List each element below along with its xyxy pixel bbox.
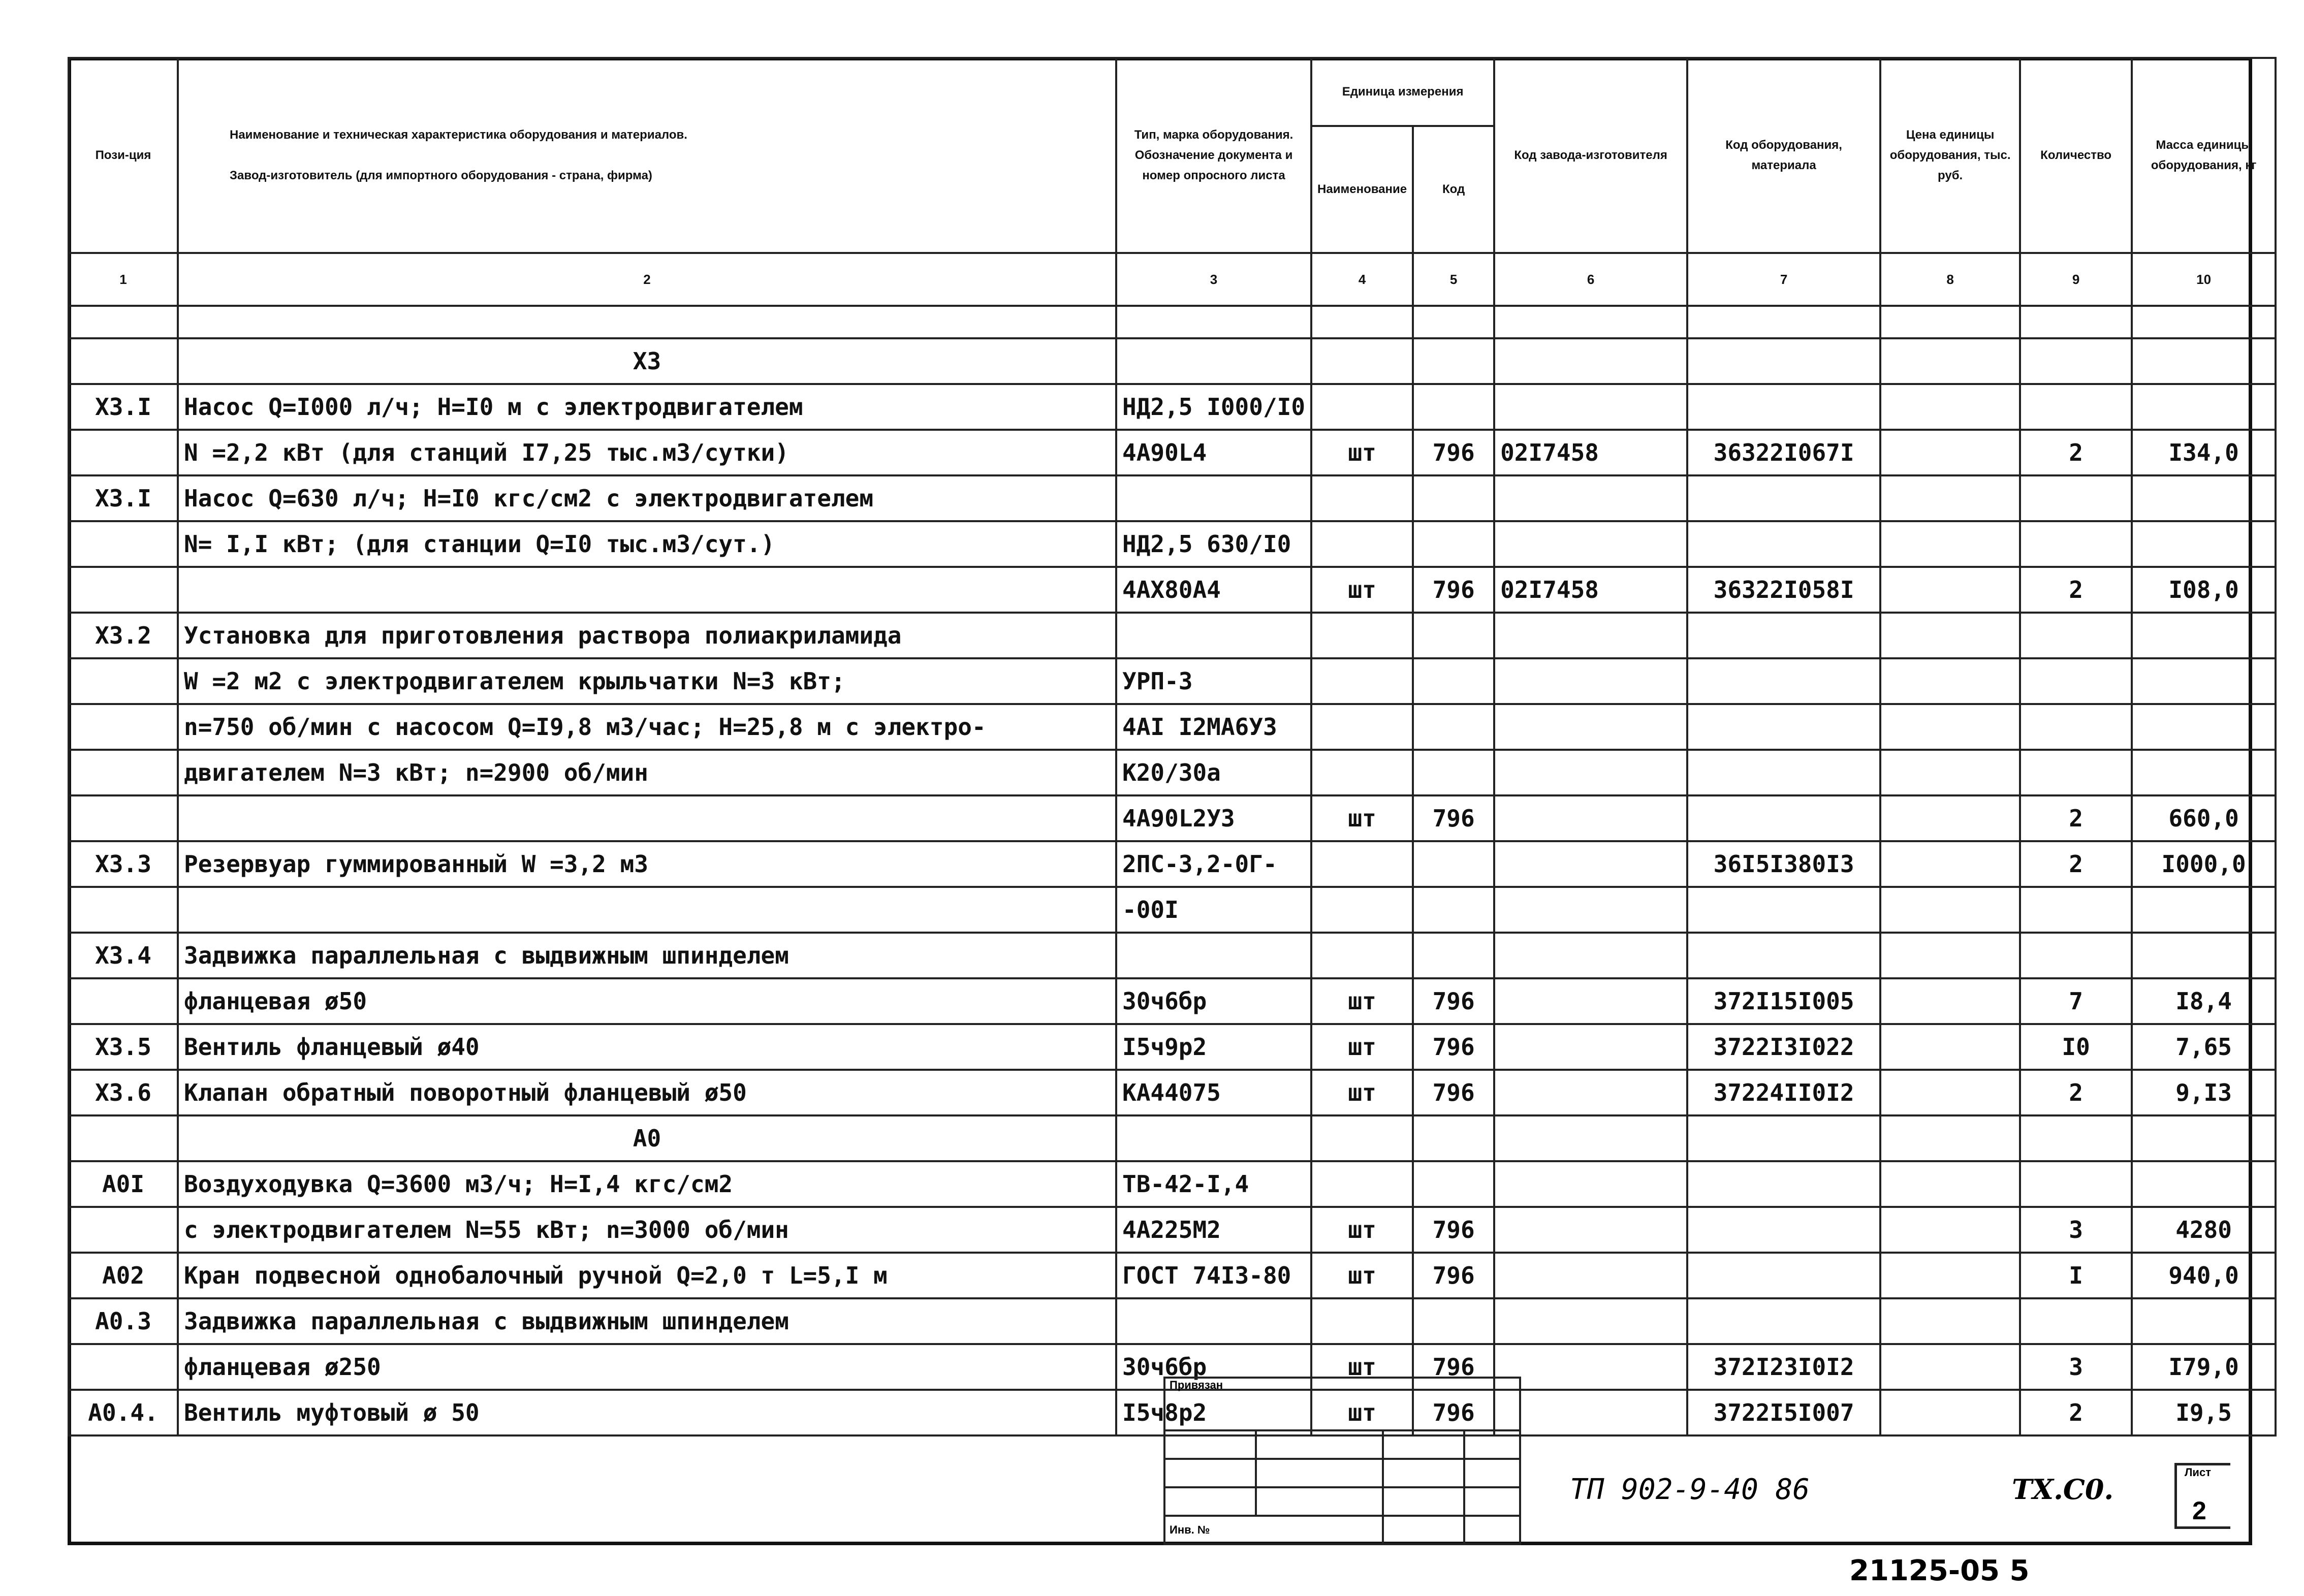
- table-cell: I: [2020, 1253, 2132, 1298]
- table-cell: [1311, 658, 1413, 704]
- table-cell: [1494, 1298, 1687, 1344]
- table-cell: [69, 658, 178, 704]
- table-cell: 02I7458: [1494, 430, 1687, 475]
- table-cell: Задвижка параллельная с выдвижным шпинделем: [178, 933, 1116, 978]
- spacer-row: [69, 306, 2276, 338]
- table-cell: [1311, 841, 1413, 887]
- table-row: [69, 1161, 2276, 1207]
- table-cell: ТВ-42-I,4: [1116, 1161, 1311, 1207]
- table-cell: с электродвигателем N=55 кВт; n=3000 об/мин: [178, 1207, 1116, 1253]
- table-cell: А0I: [69, 1161, 178, 1207]
- table-cell: -00I: [1116, 887, 1311, 933]
- table-cell: [1880, 933, 2020, 978]
- table-cell: УРП-3: [1116, 658, 1311, 704]
- sheet-number: 2: [2192, 1496, 2206, 1525]
- header-unit: Единица измерения: [1311, 58, 1494, 126]
- table-cell: [1311, 521, 1413, 567]
- table-row: [69, 704, 2276, 750]
- table-cell: [69, 795, 178, 841]
- table-cell: X3.I: [69, 475, 178, 521]
- table-cell: I5ч8р2: [1116, 1390, 1311, 1435]
- table-cell: 3: [2020, 1207, 2132, 1253]
- header-unit-code: Код: [1413, 126, 1494, 253]
- table-cell: [1880, 704, 2020, 750]
- column-number: 10: [2132, 253, 2276, 306]
- header-name: [178, 58, 1116, 253]
- table-row: [69, 750, 2276, 795]
- table-cell: [1116, 933, 1311, 978]
- table-row: [69, 1115, 2276, 1161]
- table-cell: I000,0: [2132, 841, 2276, 887]
- table-cell: [1413, 475, 1494, 521]
- table-cell: [1494, 978, 1687, 1024]
- column-numbers-row: [69, 253, 2276, 306]
- table-cell: [1494, 658, 1687, 704]
- table-cell: [1116, 475, 1311, 521]
- table-row: [69, 795, 2276, 841]
- table-cell: [2020, 1115, 2132, 1161]
- table-cell: [69, 521, 178, 567]
- table-cell: 796: [1413, 1024, 1494, 1070]
- specification-body: [69, 338, 2276, 1435]
- binding-stamp: [1163, 1377, 1521, 1545]
- table-cell: [1494, 887, 1687, 933]
- header-row: [69, 58, 2276, 126]
- table-cell: 3: [2020, 1344, 2132, 1390]
- table-cell: [1413, 704, 1494, 750]
- table-cell: [1494, 1115, 1687, 1161]
- table-cell: 7,65: [2132, 1024, 2276, 1070]
- table-cell: фланцевая ø50: [178, 978, 1116, 1024]
- table-cell: [2020, 750, 2132, 795]
- table-cell: А0.4.: [69, 1390, 178, 1435]
- table-cell: 4АХ80А4: [1116, 567, 1311, 613]
- table-row: [69, 384, 2276, 430]
- table-cell: 7: [2020, 978, 2132, 1024]
- table-cell: [1494, 1207, 1687, 1253]
- table-cell: N= I,I кВт; (для станции Q=I0 тыс.м3/сут.): [178, 521, 1116, 567]
- table-cell: двигателем N=3 кВт; n=2900 об/мин: [178, 750, 1116, 795]
- table-cell: [1687, 384, 1880, 430]
- table-cell: [1880, 1115, 2020, 1161]
- table-cell: шт: [1311, 1253, 1413, 1298]
- table-cell: 796: [1413, 430, 1494, 475]
- table-cell: [1687, 658, 1880, 704]
- table-cell: шт: [1311, 567, 1413, 613]
- column-number: 8: [1880, 253, 2020, 306]
- table-cell: Резервуар гуммированный W =3,2 м3: [178, 841, 1116, 887]
- table-cell: [2020, 613, 2132, 658]
- table-cell: [1116, 338, 1311, 384]
- table-cell: [1880, 1344, 2020, 1390]
- table-cell: N =2,2 кВт (для станций I7,25 тыс.м3/сутки): [178, 430, 1116, 475]
- table-cell: [178, 887, 1116, 933]
- table-cell: [1880, 841, 2020, 887]
- table-cell: [69, 887, 178, 933]
- table-cell: [1494, 1161, 1687, 1207]
- table-cell: 2: [2020, 795, 2132, 841]
- table-cell: 796: [1413, 1390, 1494, 1435]
- table-cell: [69, 567, 178, 613]
- table-cell: [2132, 1298, 2276, 1344]
- table-cell: [69, 704, 178, 750]
- table-cell: [1687, 1298, 1880, 1344]
- archive-number: 21125-05 5: [1849, 1554, 2030, 1587]
- table-cell: [2132, 887, 2276, 933]
- column-number: 3: [1116, 253, 1311, 306]
- header-name-line1: Наименование и техническая характеристика оборудования и материалов.: [230, 128, 687, 142]
- table-cell: 796: [1413, 795, 1494, 841]
- table-cell: [2020, 384, 2132, 430]
- table-row: [69, 521, 2276, 567]
- table-row: [69, 1207, 2276, 1253]
- table-cell: [1880, 384, 2020, 430]
- table-cell: Насос Q=630 л/ч; H=I0 кгс/см2 с электродвигателем: [178, 475, 1116, 521]
- column-number: 9: [2020, 253, 2132, 306]
- table-cell: Установка для приготовления раствора полиакриламида: [178, 613, 1116, 658]
- table-cell: [1311, 704, 1413, 750]
- table-cell: [1494, 795, 1687, 841]
- table-cell: [1880, 795, 2020, 841]
- table-cell: [1494, 1390, 1687, 1435]
- table-cell: X3.2: [69, 613, 178, 658]
- table-cell: 2: [2020, 567, 2132, 613]
- table-cell: А0: [178, 1115, 1116, 1161]
- table-cell: 796: [1413, 1207, 1494, 1253]
- table-cell: А02: [69, 1253, 178, 1298]
- table-cell: 796: [1413, 1253, 1494, 1298]
- table-cell: шт: [1311, 1207, 1413, 1253]
- table-row: [69, 1253, 2276, 1298]
- table-cell: X3.4: [69, 933, 178, 978]
- table-cell: [1311, 1298, 1413, 1344]
- table-cell: 4АI I2МА6У3: [1116, 704, 1311, 750]
- table-cell: [1413, 1115, 1494, 1161]
- table-cell: 4А90L2У3: [1116, 795, 1311, 841]
- column-number: 5: [1413, 253, 1494, 306]
- table-row: [69, 841, 2276, 887]
- table-row: [69, 613, 2276, 658]
- table-cell: [1311, 384, 1413, 430]
- table-cell: [1880, 750, 2020, 795]
- table-cell: [1687, 475, 1880, 521]
- table-cell: [1687, 933, 1880, 978]
- table-cell: Вентиль фланцевый ø40: [178, 1024, 1116, 1070]
- table-cell: [69, 338, 178, 384]
- table-cell: [1494, 1253, 1687, 1298]
- table-cell: 4А225М2: [1116, 1207, 1311, 1253]
- table-cell: [1880, 1298, 2020, 1344]
- table-row: [69, 1070, 2276, 1115]
- document-mark: ТХ.С0.: [2012, 1473, 2114, 1506]
- table-cell: [1413, 658, 1494, 704]
- table-cell: 36I5I380I3: [1687, 841, 1880, 887]
- table-cell: [1687, 1207, 1880, 1253]
- table-cell: [1494, 704, 1687, 750]
- table-cell: [2020, 1298, 2132, 1344]
- table-cell: шт: [1311, 1070, 1413, 1115]
- stamp-inv-label: Инв. №: [1164, 1516, 1383, 1544]
- table-cell: шт: [1311, 1024, 1413, 1070]
- table-cell: [1494, 384, 1687, 430]
- column-number: 4: [1311, 253, 1413, 306]
- table-cell: Воздуходувка Q=3600 м3/ч; H=I,4 кгс/см2: [178, 1161, 1116, 1207]
- header-type: Тип, марка оборудования. Обозначение документа и номер опросного листа: [1116, 58, 1311, 253]
- table-cell: [2132, 933, 2276, 978]
- table-cell: 4280: [2132, 1207, 2276, 1253]
- header-mass: Масса единицы оборудования, кг: [2132, 58, 2276, 253]
- table-cell: КА44075: [1116, 1070, 1311, 1115]
- table-cell: [1494, 933, 1687, 978]
- header-unit-name: Наименование: [1311, 126, 1413, 253]
- table-cell: [1311, 933, 1413, 978]
- table-cell: 2: [2020, 430, 2132, 475]
- table-cell: [1880, 978, 2020, 1024]
- table-cell: шт: [1311, 430, 1413, 475]
- header-maker-code: Код завода-изготовителя: [1494, 58, 1687, 253]
- table-cell: [2132, 1115, 2276, 1161]
- table-row: [69, 338, 2276, 384]
- table-cell: [1494, 521, 1687, 567]
- table-cell: [1880, 338, 2020, 384]
- table-row: [69, 978, 2276, 1024]
- table-cell: Кран подвесной однобалочный ручной Q=2,0 т L=5,I м: [178, 1253, 1116, 1298]
- table-cell: [2020, 658, 2132, 704]
- table-cell: [1880, 887, 2020, 933]
- table-cell: [1880, 1207, 2020, 1253]
- column-number: 2: [178, 253, 1116, 306]
- table-cell: шт: [1311, 978, 1413, 1024]
- table-cell: [2132, 1161, 2276, 1207]
- table-cell: [2020, 887, 2132, 933]
- table-cell: Задвижка параллельная с выдвижным шпинделем: [178, 1298, 1116, 1344]
- table-cell: [1116, 1115, 1311, 1161]
- table-cell: [1880, 1253, 2020, 1298]
- header-name-line2: Завод-изготовитель (для импортного оборудования - страна, фирма): [230, 169, 652, 182]
- table-cell: 796: [1413, 978, 1494, 1024]
- table-cell: [1413, 1298, 1494, 1344]
- table-cell: 2ПС-3,2-0Г-: [1116, 841, 1311, 887]
- table-cell: [1880, 1070, 2020, 1115]
- table-cell: 36322I067I: [1687, 430, 1880, 475]
- table-cell: [1413, 841, 1494, 887]
- table-cell: [69, 1344, 178, 1390]
- table-cell: [2020, 338, 2132, 384]
- table-cell: 37224II0I2: [1687, 1070, 1880, 1115]
- table-cell: [1687, 1253, 1880, 1298]
- table-cell: [1687, 750, 1880, 795]
- table-cell: [69, 978, 178, 1024]
- table-cell: шт: [1311, 1344, 1413, 1390]
- table-row: [69, 1298, 2276, 1344]
- table-cell: [1687, 704, 1880, 750]
- table-cell: [1880, 658, 2020, 704]
- table-cell: [178, 795, 1116, 841]
- table-cell: [1687, 521, 1880, 567]
- table-cell: [69, 750, 178, 795]
- table-cell: I79,0: [2132, 1344, 2276, 1390]
- table-cell: [2020, 704, 2132, 750]
- table-cell: I5ч9р2: [1116, 1024, 1311, 1070]
- table-cell: I0: [2020, 1024, 2132, 1070]
- table-row: [69, 658, 2276, 704]
- table-cell: [2132, 658, 2276, 704]
- table-cell: А0.3: [69, 1298, 178, 1344]
- table-cell: 372I23I0I2: [1687, 1344, 1880, 1390]
- table-cell: Клапан обратный поворотный фланцевый ø50: [178, 1070, 1116, 1115]
- table-row: [69, 1024, 2276, 1070]
- table-cell: 796: [1413, 567, 1494, 613]
- table-cell: 30ч6бр: [1116, 978, 1311, 1024]
- table-cell: X3: [178, 338, 1116, 384]
- table-cell: X3.3: [69, 841, 178, 887]
- table-cell: 2: [2020, 841, 2132, 887]
- table-cell: [1880, 613, 2020, 658]
- table-cell: [1311, 1115, 1413, 1161]
- table-cell: [1494, 338, 1687, 384]
- table-cell: [1311, 1161, 1413, 1207]
- header-item-code: Код оборудования, материала: [1687, 58, 1880, 253]
- table-cell: [1494, 750, 1687, 795]
- table-cell: [1880, 430, 2020, 475]
- column-number: 1: [69, 253, 178, 306]
- table-cell: X3.I: [69, 384, 178, 430]
- specification-table: [68, 57, 2277, 1437]
- table-cell: [1413, 384, 1494, 430]
- table-cell: [1413, 338, 1494, 384]
- column-number: 7: [1687, 253, 1880, 306]
- table-row: [69, 887, 2276, 933]
- table-cell: [1880, 1161, 2020, 1207]
- header-position: Пози-ция: [69, 58, 178, 253]
- table-cell: I34,0: [2132, 430, 2276, 475]
- table-cell: К20/30а: [1116, 750, 1311, 795]
- table-cell: I08,0: [2132, 567, 2276, 613]
- table-cell: [1494, 1024, 1687, 1070]
- stamp-bound-label: Привязан: [1164, 1378, 1520, 1430]
- table-cell: [1687, 795, 1880, 841]
- table-cell: [2132, 384, 2276, 430]
- table-cell: [2020, 521, 2132, 567]
- table-cell: ГОСТ 74I3-80: [1116, 1253, 1311, 1298]
- table-cell: [1413, 750, 1494, 795]
- table-cell: I9,5: [2132, 1390, 2276, 1435]
- table-cell: 36322I058I: [1687, 567, 1880, 613]
- table-cell: [69, 1115, 178, 1161]
- table-cell: [1494, 613, 1687, 658]
- table-cell: [1880, 1390, 2020, 1435]
- table-cell: 2: [2020, 1390, 2132, 1435]
- table-cell: НД2,5 630/I0: [1116, 521, 1311, 567]
- header-quantity: Количество: [2020, 58, 2132, 253]
- table-cell: [1311, 613, 1413, 658]
- table-cell: [1687, 338, 1880, 384]
- table-cell: W =2 м2 с электродвигателем крыльчатки N=3 кВт;: [178, 658, 1116, 704]
- table-cell: [2132, 475, 2276, 521]
- table-cell: I8,4: [2132, 978, 2276, 1024]
- table-cell: [2132, 521, 2276, 567]
- table-cell: [178, 567, 1116, 613]
- table-cell: [1413, 933, 1494, 978]
- table-cell: фланцевая ø250: [178, 1344, 1116, 1390]
- table-cell: [1413, 887, 1494, 933]
- table-cell: [1311, 475, 1413, 521]
- table-cell: [1494, 475, 1687, 521]
- table-cell: [2020, 933, 2132, 978]
- table-cell: НД2,5 I000/I0: [1116, 384, 1311, 430]
- table-cell: [1880, 1024, 2020, 1070]
- table-cell: [2132, 704, 2276, 750]
- table-cell: 796: [1413, 1344, 1494, 1390]
- table-cell: 30ч6бр: [1116, 1344, 1311, 1390]
- table-cell: Вентиль муфтовый ø 50: [178, 1390, 1116, 1435]
- table-cell: [1116, 613, 1311, 658]
- table-cell: 4А90L4: [1116, 430, 1311, 475]
- table-row: [69, 567, 2276, 613]
- sheet-label: Лист: [2185, 1466, 2211, 1479]
- table-cell: [69, 430, 178, 475]
- table-row: [69, 475, 2276, 521]
- table-cell: [1494, 841, 1687, 887]
- table-cell: 3722I3I022: [1687, 1024, 1880, 1070]
- table-cell: [2020, 1161, 2132, 1207]
- header-price: Цена единицы оборудования, тыс. руб.: [1880, 58, 2020, 253]
- table-cell: [1311, 887, 1413, 933]
- table-cell: 940,0: [2132, 1253, 2276, 1298]
- table-cell: 660,0: [2132, 795, 2276, 841]
- table-cell: шт: [1311, 1390, 1413, 1435]
- table-cell: 2: [2020, 1070, 2132, 1115]
- table-cell: [1494, 1070, 1687, 1115]
- table-cell: [2020, 475, 2132, 521]
- table-cell: [1413, 521, 1494, 567]
- table-cell: X3.6: [69, 1070, 178, 1115]
- table-cell: [2132, 613, 2276, 658]
- column-number: 6: [1494, 253, 1687, 306]
- table-cell: [1687, 887, 1880, 933]
- table-cell: [1311, 338, 1413, 384]
- table-cell: 02I7458: [1494, 567, 1687, 613]
- table-cell: [1413, 1161, 1494, 1207]
- table-cell: [1494, 1344, 1687, 1390]
- table-cell: n=750 об/мин с насосом Q=I9,8 м3/час; H=25,8 м с электро-: [178, 704, 1116, 750]
- table-cell: [2132, 338, 2276, 384]
- table-cell: 372I15I005: [1687, 978, 1880, 1024]
- table-cell: [1880, 475, 2020, 521]
- table-cell: [69, 1207, 178, 1253]
- table-row: [69, 430, 2276, 475]
- table-cell: [1687, 613, 1880, 658]
- table-cell: [1687, 1115, 1880, 1161]
- table-row: [69, 933, 2276, 978]
- table-cell: [1413, 613, 1494, 658]
- table-cell: 9,I3: [2132, 1070, 2276, 1115]
- table-cell: [1116, 1298, 1311, 1344]
- table-cell: [2132, 750, 2276, 795]
- table-cell: [1311, 750, 1413, 795]
- document-code: ТП 902-9-40 86: [1570, 1473, 1810, 1506]
- table-cell: [1880, 521, 2020, 567]
- table-cell: 3722I5I007: [1687, 1390, 1880, 1435]
- table-cell: Насос Q=I000 л/ч; H=I0 м с электродвигателем: [178, 384, 1116, 430]
- table-cell: шт: [1311, 795, 1413, 841]
- table-cell: [1687, 1161, 1880, 1207]
- table-cell: X3.5: [69, 1024, 178, 1070]
- table-cell: 796: [1413, 1070, 1494, 1115]
- table-cell: [1880, 567, 2020, 613]
